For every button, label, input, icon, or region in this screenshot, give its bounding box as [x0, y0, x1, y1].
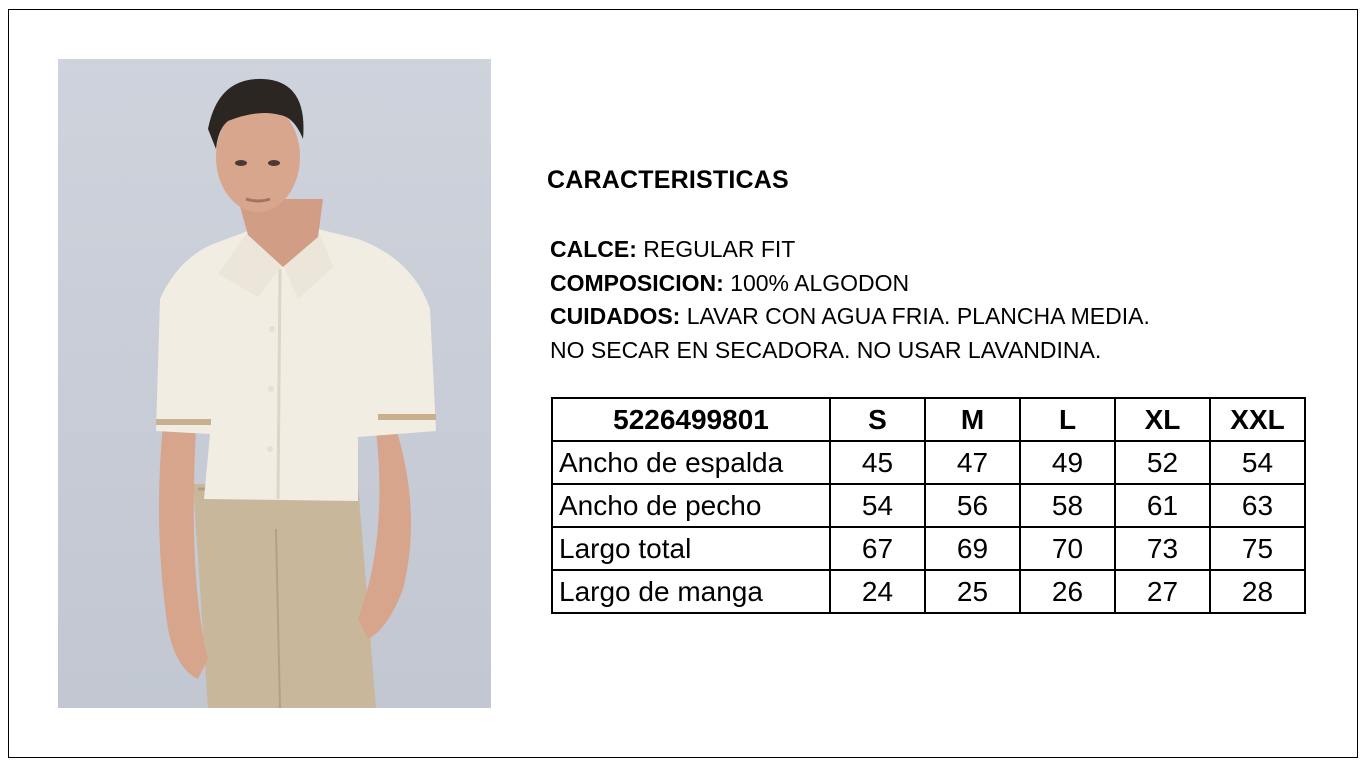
- size-chart-table: [551, 397, 1306, 614]
- measurement-value: 75: [1210, 527, 1305, 570]
- measurement-value: 70: [1020, 527, 1115, 570]
- measurement-value: 73: [1115, 527, 1210, 570]
- spec-composition-label: COMPOSICION:: [550, 269, 724, 296]
- spec-care-value: LAVAR CON AGUA FRIA. PLANCHA MEDIA.: [686, 303, 1150, 329]
- measurement-value: 25: [925, 570, 1020, 613]
- measurement-value: 54: [1210, 441, 1305, 484]
- product-specs: [550, 233, 1150, 367]
- size-header: M: [925, 398, 1020, 441]
- product-photo: [58, 59, 491, 708]
- size-chart-header-row: [552, 398, 1305, 441]
- spec-care-label: CUIDADOS:: [550, 303, 681, 329]
- model-illustration: [58, 59, 491, 708]
- spec-composition: [550, 267, 1150, 301]
- spec-care-continued: [550, 334, 1150, 368]
- measurement-value: 45: [830, 441, 925, 484]
- product-code: 5226499801: [552, 398, 830, 441]
- measurement-value: 52: [1115, 441, 1210, 484]
- spec-composition-value: 100% ALGODON: [730, 269, 910, 296]
- size-header: L: [1020, 398, 1115, 441]
- measurement-value: 58: [1020, 484, 1115, 527]
- table-row: [552, 527, 1305, 570]
- measurement-value: 28: [1210, 570, 1305, 613]
- size-header: XL: [1115, 398, 1210, 441]
- measurement-value: 27: [1115, 570, 1210, 613]
- measurement-value: 61: [1115, 484, 1210, 527]
- measurement-value: 54: [830, 484, 925, 527]
- size-header: XXL: [1210, 398, 1305, 441]
- table-row: [552, 570, 1305, 613]
- table-row: [552, 441, 1305, 484]
- spec-care: [550, 300, 1150, 334]
- measurement-value: 47: [925, 441, 1020, 484]
- table-row: [552, 484, 1305, 527]
- measurement-value: 24: [830, 570, 925, 613]
- measurement-value: 63: [1210, 484, 1305, 527]
- spec-fit-value: REGULAR FIT: [643, 236, 796, 262]
- spec-fit-label: CALCE:: [550, 236, 637, 262]
- measurement-value: 49: [1020, 441, 1115, 484]
- measurement-label: Ancho de pecho: [552, 484, 830, 527]
- measurement-value: 69: [925, 527, 1020, 570]
- measurement-label: Largo de manga: [552, 570, 830, 613]
- measurement-label: Ancho de espalda: [552, 441, 830, 484]
- measurement-label: Largo total: [552, 527, 830, 570]
- measurement-value: 56: [925, 484, 1020, 527]
- measurement-value: 67: [830, 527, 925, 570]
- page-title: CARACTERISTICAS: [547, 166, 789, 194]
- spec-fit: [550, 233, 1150, 267]
- spec-care-value-2: NO SECAR EN SECADORA. NO USAR LAVANDINA.: [550, 336, 1102, 363]
- size-header: S: [830, 398, 925, 441]
- measurement-value: 26: [1020, 570, 1115, 613]
